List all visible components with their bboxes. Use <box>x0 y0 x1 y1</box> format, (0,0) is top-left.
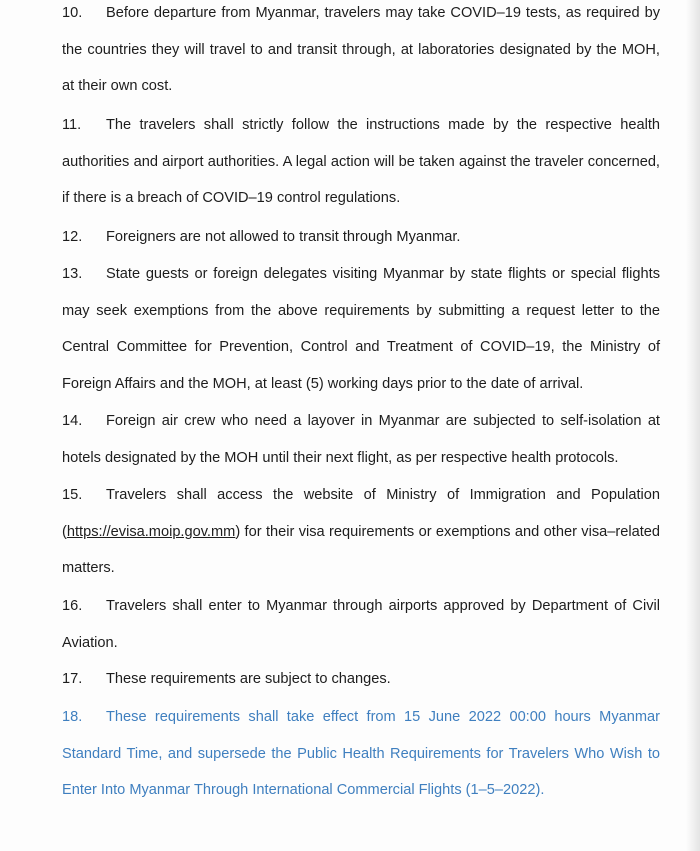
paragraph-14 <box>62 403 660 476</box>
paragraph-text: These requirements are subject to changes. <box>106 671 391 687</box>
paragraph-text: Foreign air crew who need a layover in Myanmar are subjected to self-isolation at hotels designated by the MOH until their next flight, as per respective health protocols. <box>62 413 660 466</box>
paragraph-12 <box>62 219 660 256</box>
paragraph-number: 14. <box>62 413 83 429</box>
paragraph-17 <box>62 661 660 698</box>
paragraph-18 <box>62 699 660 809</box>
paragraph-number: 11. <box>62 117 82 133</box>
paragraph-text: Travelers shall enter to Myanmar through airports approved by Department of Civil Aviation. <box>62 598 660 651</box>
page-edge-shadow <box>686 0 700 851</box>
paragraph-10 <box>62 0 660 105</box>
paragraph-number: 12. <box>62 229 83 245</box>
paragraph-number: 13. <box>62 266 83 282</box>
paragraph-number: 16. <box>62 598 83 614</box>
paragraph-number: 15. <box>62 487 83 503</box>
evisa-website-link[interactable]: https://evisa.moip.gov.mm <box>66 523 236 540</box>
paragraph-number: 17. <box>62 671 83 687</box>
paragraph-number: 10. <box>62 5 83 21</box>
paragraph-text: These requirements shall take effect from 15 June 2022 00:00 hours Myanmar Standard Time, and supersede the Public Health Requirements for Travelers Who Wish to Enter Into Myanmar Through International Commercial Flights (1–5–2022). <box>62 709 660 798</box>
paragraph-number: 18. <box>62 709 83 725</box>
paragraph-text: Before departure from Myanmar, travelers may take COVID–19 tests, as required by the countries they will travel to and transit through, at laboratories designated by the MOH, at their own cost. <box>62 5 660 94</box>
paragraph-11 <box>62 107 660 217</box>
paragraph-13 <box>62 256 660 402</box>
paragraph-text: State guests or foreign delegates visiting Myanmar by state flights or special flights may seek exemptions from the above requirements by submitting a request letter to the Central Committee for Prevention, Control and Treatment of COVID–19, the Ministry of Foreign Affairs and the MOH, at least (5) working days prior to the date of arrival. <box>62 266 660 392</box>
paragraph-text-before: Travelers shall access the website of Ministry of Immigration and Population ( <box>62 487 660 540</box>
paragraph-15 <box>62 477 660 587</box>
paragraph-text: Foreigners are not allowed to transit through Myanmar. <box>106 229 461 245</box>
paragraph-text: The travelers shall strictly follow the instructions made by the respective health authorities and airport authorities. A legal action will be taken against the traveler concerned, if there is a breach of COVID–19 control regulations. <box>62 117 660 206</box>
paragraph-16 <box>62 588 660 661</box>
paragraph-text-after: ) for their visa requirements or exemptions and other visa–related matters. <box>62 523 660 576</box>
